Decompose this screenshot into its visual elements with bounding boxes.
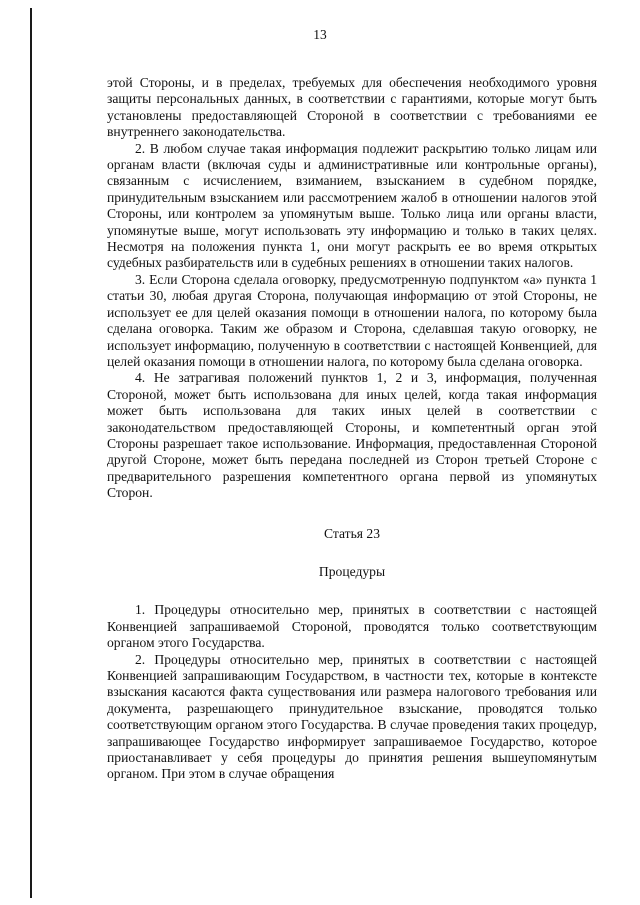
paragraph-continuation: этой Стороны, и в пределах, требуемых для обеспечения необходимого уровня защиты персональных данных, в соответствии с гарантиями, которые могут быть установлены предоставляющей Стороной в соответствии с требованиями ее внутреннего законодательства. [107,75,597,140]
left-margin-rule [30,8,32,898]
paragraph-4: 4. Не затрагивая положений пунктов 1, 2 и 3, информация, полученная Стороной, может быть использована для иных целей, когда такая информация может быть использована для таких иных целей в соответствии с законодательством предоставляющей Стороны, и компетентный орган этой Стороны разрешает такое использование. Информация, предоставленная Стороной другой Стороне, может быть передана последней из Сторон третьей Стороне с предварительного разрешения компетентного органа первой из упомянутых Сторон. [107,370,597,501]
procedure-paragraph-1: 1. Процедуры относительно мер, принятых в соответствии с настоящей Конвенцией запрашиваемой Стороной, проводятся только соответствующим органом этого Государства. [107,602,597,651]
paragraph-2: 2. В любом случае такая информация подлежит раскрытию только лицам или органам власти (включая суды и административные или контрольные органы), связанным с исчислением, взиманием, взысканием в судебном порядке, принудительным взысканием или рассмотрением жалоб в отношении налогов этой Стороны, или контролем за упомянутым выше. Только лица или органы власти, упомянутые выше, могут использовать эту информацию и только в таких целях. Несмотря на положения пункта 1, они могут раскрыть ее во время открытых судебных разбирательств или в судебных решениях в отношении таких налогов. [107,140,597,271]
page-number: 13 [313,27,327,42]
article-number: Статья 23 [323,525,381,541]
procedure-paragraph-2: 2. Процедуры относительно мер, принятых в соответствии с настоящей Конвенцией запрашивающим Государством, в частности тех, которые в контексте взыскания касаются факта существования или размера налогового требования или документа, разрешающего принудительное взыскание, проводятся только соответствующим органом этого Государства. В случае проведения таких процедур, запрашивающее Государство информирует запрашиваемое Государство, которое приостанавливает у себя процедуры до принятия решения вышеупомянутым органом. При этом в случае обращения [107,651,597,782]
document-body [107,75,597,783]
paragraph-3: 3. Если Сторона сделала оговорку, предусмотренную подпунктом «а» пункта 1 статьи 30, любая другая Сторона, получающая информацию от этой Стороны, не использует ее для целей оказания помощи в отношении налога, по которому была сделана оговорка. Таким же образом и Сторона, сделавшая такую оговорку, не использует информацию, полученную в соответствии с настоящей Конвенцией, для целей оказания помощи в отношении налога, по которому была сделана оговорка. [107,271,597,369]
article-heading: Процедуры [318,563,386,579]
